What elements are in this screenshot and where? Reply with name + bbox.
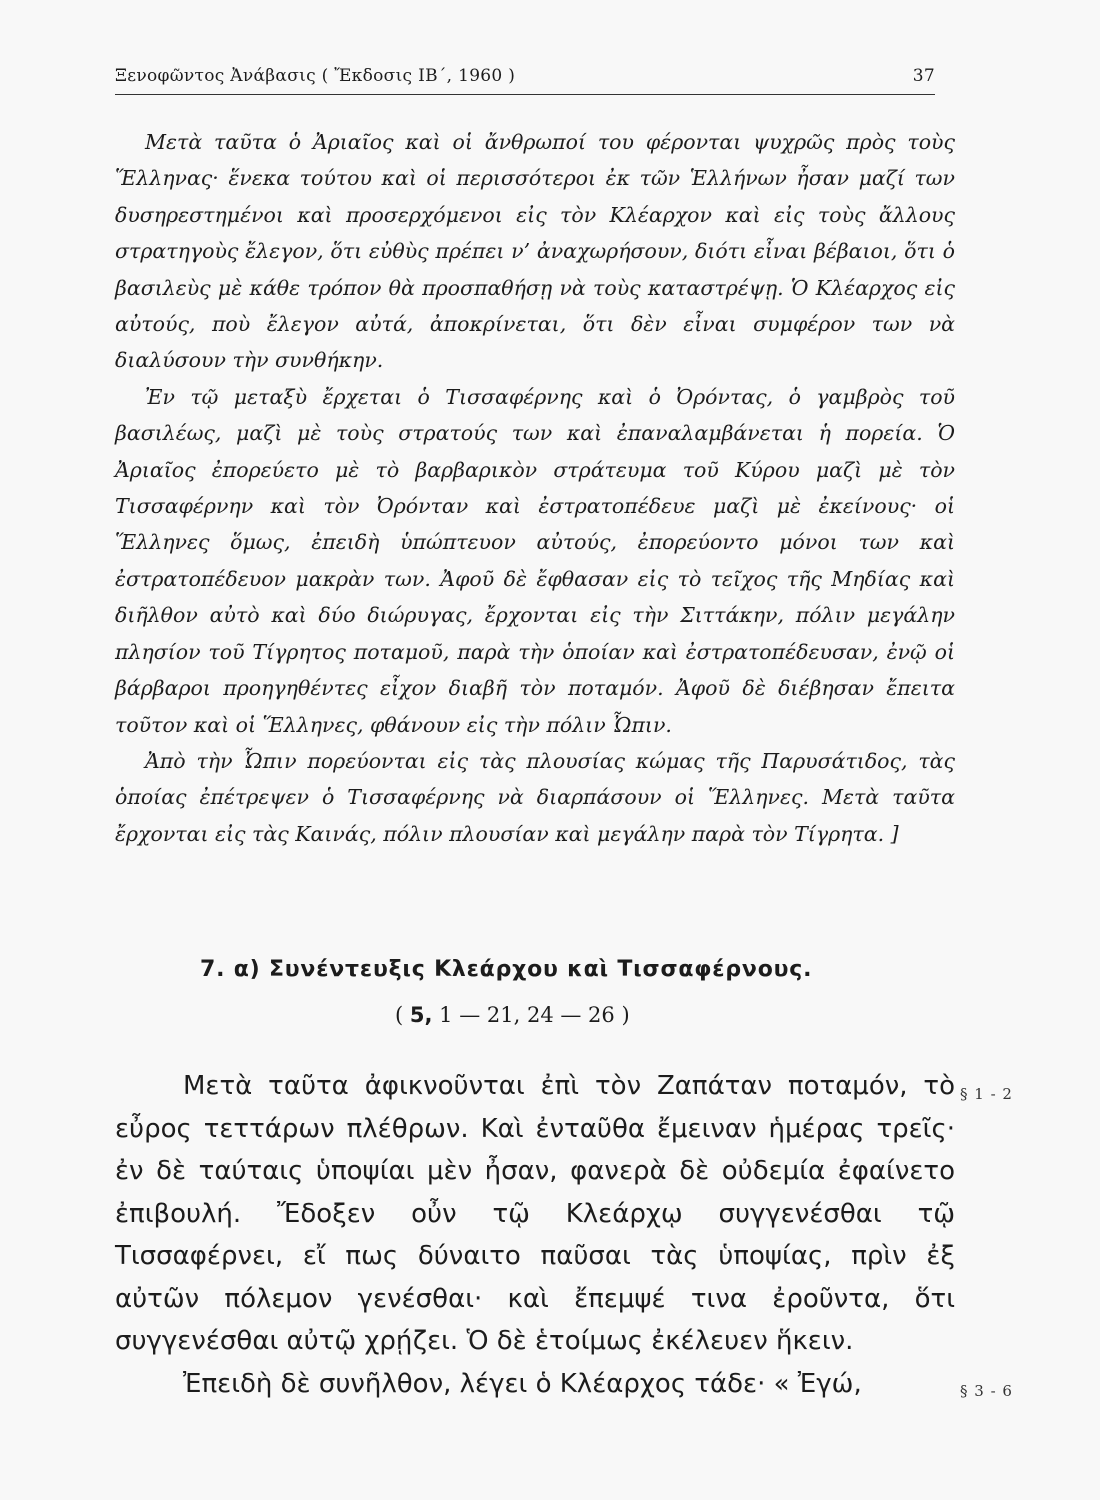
page-number: 37 bbox=[912, 66, 935, 86]
italic-paragraph: Ἐν τῷ μεταξὺ ἔρχεται ὁ Τισσαφέρνης καὶ ὁ Ὀρόντας, ὁ γαμβρὸς τοῦ βασιλέως, μαζὶ μὲ τοὺς στρατούς των καὶ ἐπαναλαμβάνεται ἡ πορεία. Ὁ Ἀριαῖος ἐπορεύετο μὲ τὸ βαρβαρικὸν στράτευμα τοῦ Κύρου μαζὶ μὲ τὸν Τισσαφέρνην καὶ τὸν Ὀρόνταν καὶ ἐστρατοπέδευε μαζὶ μὲ ἐκείνους· οἱ Ἕλληνες ὅμως, ἐπειδὴ ὑπώπτευον αὐτούς, ἐπορεύοντο μόνοι των καὶ ἐστρατοπέδευον μακρὰν των. Ἀφοῦ δὲ ἔφθασαν εἰς τὸ τεῖχος τῆς Μηδίας καὶ διῆλθον αὐτὸ καὶ δύο διώρυγας, ἔρχονται εἰς τὴν Σιττάκην, πόλιν μεγάλην πλησίον τοῦ Τίγρητος ποταμοῦ, παρὰ τὴν ὁποίαν καὶ ἐστρατοπέδευσαν, ἐνῷ οἱ βάρβαροι προηγηθέντες εἶχον διαβῆ τὸν ποταμόν. Ἀφοῦ δὲ διέβησαν ἔπειτα τοῦτον καὶ οἱ Ἕλληνες, φθάνουν εἰς τὴν πόλιν Ὦπιν. bbox=[115, 384, 955, 737]
header-title: Ξενοφῶντος Ἀνάβασις ( Ἔκδοσις ΙΒ΄, 1960 ) bbox=[115, 66, 516, 86]
section-reference bbox=[395, 1003, 795, 1027]
italic-paragraph: Ἀπὸ τὴν Ὦπιν πορεύονται εἰς τὰς πλουσίας κώμας τῆς Παρυσάτιδος, τὰς ὁποίας ἐπέτρεψεν ὁ Τισσαφέρνης νὰ διαρπάσουν οἱ Ἕλληνες. Μετὰ ταῦτα ἔρχονται εἰς τὰς Καινάς, πόλιν πλουσίαν καὶ μεγάλην παρὰ τὸν Τίγρητα. ] bbox=[115, 748, 955, 846]
section-heading: 7. α) Συνέντευξις Κλεάρχου καὶ Τισσαφέρνους. bbox=[200, 957, 813, 982]
greek-paragraph: Μετὰ ταῦτα ἀφικνοῦνται ἐπὶ τὸν Ζαπάταν ποταμόν, τὸ εὖρος τεττάρων πλέθρων. Καὶ ἐνταῦθα ἔμειναν ἡμέρας τρεῖς· ἐν δὲ ταύταις ὑποψίαι μὲν ἦσαν, φανερὰ δὲ οὐδεμία ἐφαίνετο ἐπιβουλή. Ἔδοξεν οὖν τῷ Κλεάρχῳ συγγενέσθαι τῷ Τισσαφέρνει, εἴ πως δύναιτο παῦσαι τὰς ὑποψίας, πρὶν ἐξ αὐτῶν πόλεμον γενέσθαι· καὶ ἔπεμψέ τινα ἐροῦντα, ὅτι συγγενέσθαι αὐτῷ χρῄζει. Ὁ δὲ ἑτοίμως ἐκέλευεν ἥκειν. bbox=[115, 1071, 955, 1356]
greek-text bbox=[115, 1065, 955, 1405]
ref-chapter: 5, bbox=[409, 1003, 433, 1027]
running-header bbox=[115, 66, 935, 95]
italic-summary bbox=[115, 124, 955, 852]
margin-note-1: § 1 - 2 bbox=[960, 1085, 1013, 1103]
ref-close-paren: ) bbox=[621, 1003, 630, 1027]
greek-paragraph: Ἐπειδὴ δὲ συνῆλθον, λέγει ὁ Κλέαρχος τάδε· « Ἐγώ, bbox=[183, 1368, 862, 1399]
ref-range: 1 — 21, 24 — 26 bbox=[439, 1003, 615, 1027]
ref-open-paren: ( bbox=[395, 1003, 404, 1027]
margin-note-2: § 3 - 6 bbox=[960, 1382, 1013, 1400]
italic-paragraph: Μετὰ ταῦτα ὁ Ἀριαῖος καὶ οἱ ἄνθρωποί του φέρονται ψυχρῶς πρὸς τοὺς Ἕλληνας· ἕνεκα τούτου καὶ οἱ περισσότεροι ἐκ τῶν Ἑλλήνων ἦσαν μαζί των δυσηρεστημένοι καὶ προσερχόμενοι εἰς τὸν Κλέαρχον καὶ εἰς τοὺς ἄλλους στρατηγοὺς ἔλεγον, ὅτι εὐθὺς πρέπει ν’ ἀναχωρήσουν, διότι εἶναι βέβαιοι, ὅτι ὁ βασιλεὺς μὲ κάθε τρόπον θὰ προσπαθήσῃ νὰ τοὺς καταστρέψῃ. Ὁ Κλέαρχος εἰς αὐτούς, ποὺ ἔλεγον αὐτά, ἀποκρίνεται, ὅτι δὲν εἶναι συμφέρον των νὰ διαλύσουν τὴν συνθήκην. bbox=[115, 130, 955, 373]
